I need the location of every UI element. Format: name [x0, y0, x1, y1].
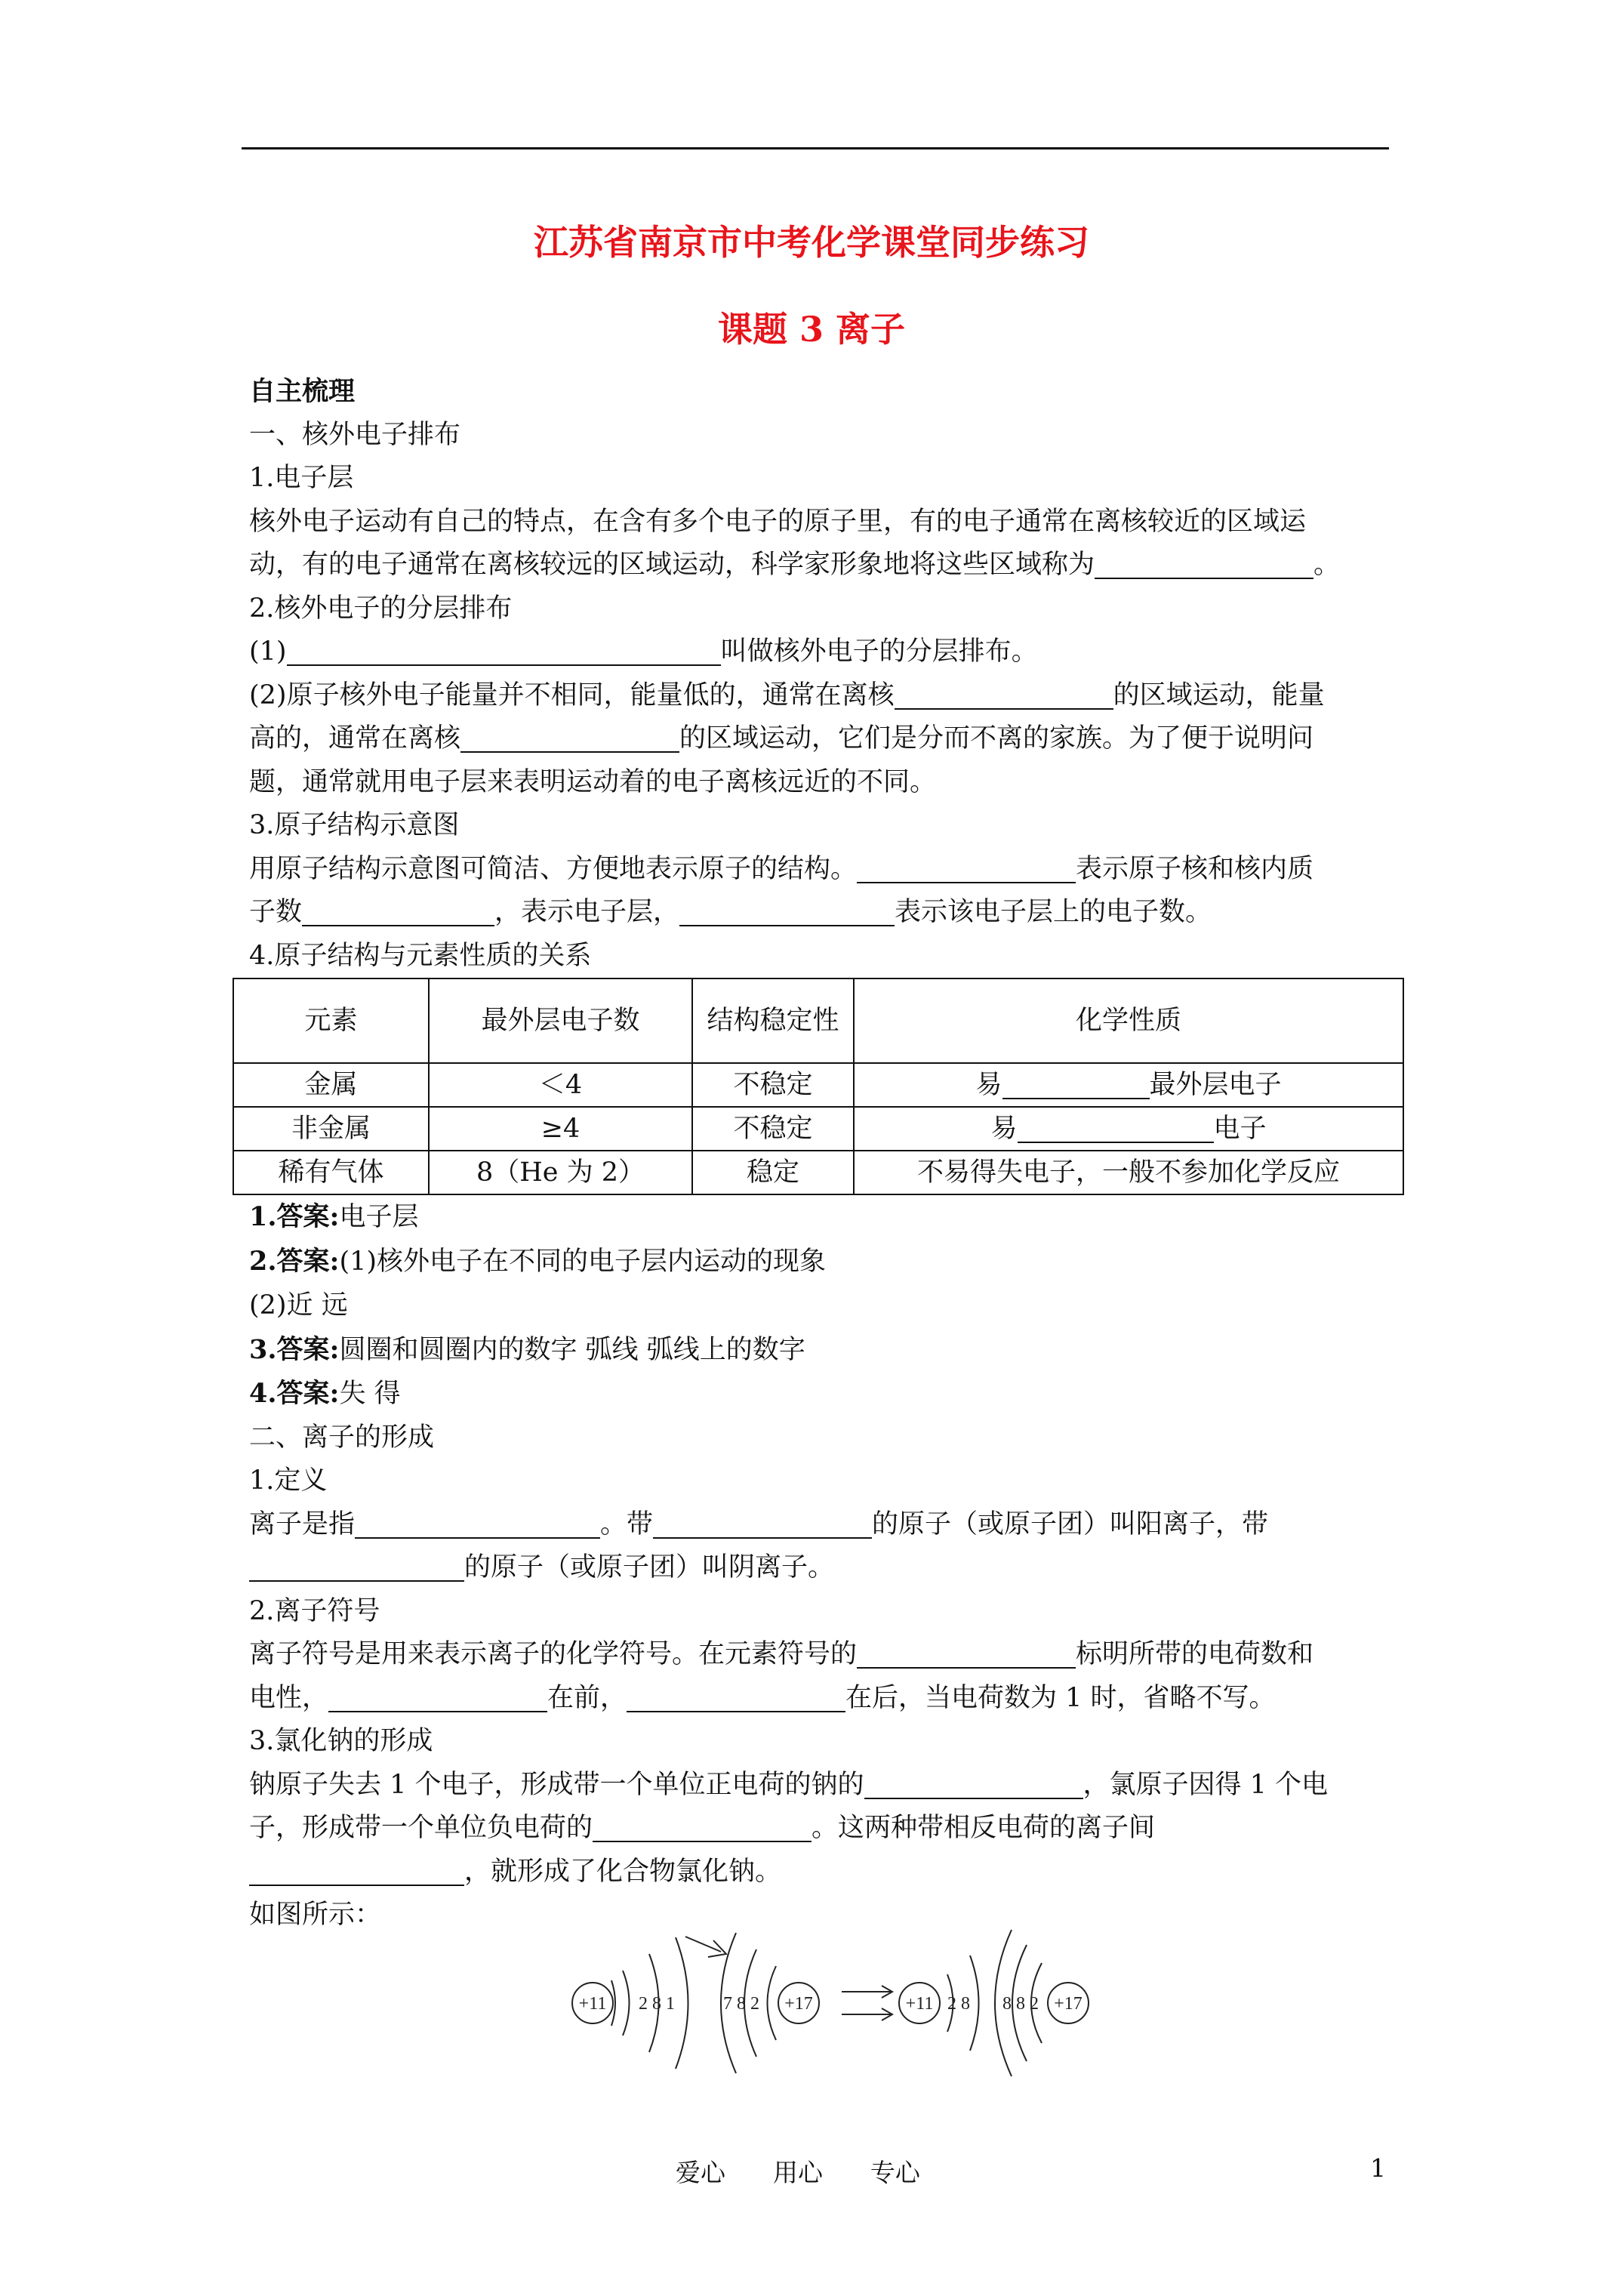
arrow-head: [708, 1940, 726, 1957]
symbol-title: 2.离子符号: [249, 1595, 380, 1626]
page-number: 1: [1370, 2153, 1386, 2183]
chlorine-shell-electrons: 7 8 2: [723, 1994, 759, 2014]
table-cell: 易 电子: [854, 1107, 1403, 1151]
electron-transfer-arrow: [685, 1937, 721, 1952]
answer-blank[interactable]: [287, 634, 721, 666]
section-heading: 自主梳理: [249, 376, 356, 407]
table-header-row: [233, 978, 1403, 1063]
table-row: [233, 1063, 1403, 1107]
paragraph: 离子是指 。带 的原子（或原子团）叫阳离子，带: [249, 1503, 1389, 1547]
paragraph: 核外电子运动有自己的特点，在含有多个电子的原子里，有的电子通常在离核较近的区域运: [249, 506, 1307, 537]
table-cell: 金属: [233, 1063, 429, 1107]
table-cell: ＜4: [429, 1063, 692, 1107]
table-row: [233, 1151, 1403, 1194]
paragraph: 离子符号是用来表示离子的化学符号。在元素符号的 标明所带的电荷数和: [249, 1633, 1389, 1677]
answer-blank[interactable]: [857, 852, 1076, 883]
answer-blank[interactable]: [1002, 1068, 1150, 1099]
table-cell: 不易得失电子，一般不参加化学反应: [854, 1151, 1403, 1194]
answer-blank[interactable]: [864, 1767, 1083, 1799]
nacl-formation-diagram: [559, 1910, 1102, 2167]
answer-blank[interactable]: [328, 1681, 547, 1712]
structure-properties-table: [233, 978, 1404, 1195]
answer-blank[interactable]: [679, 895, 895, 926]
sodium-shell-electrons: 2 8 1: [639, 1994, 675, 2014]
table-cell: 非金属: [233, 1107, 429, 1151]
s1-title: 1.电子层: [249, 463, 354, 493]
paragraph: 子，形成带一个单位负电荷的 。这两种带相反电荷的离子间: [249, 1807, 1389, 1851]
chloride-ion: [995, 1930, 1089, 2076]
table-cell: 易 最外层电子: [854, 1063, 1403, 1107]
footer-motto: 爱心 用心 专心: [676, 2158, 920, 2187]
chlorine-atom: [721, 1933, 819, 2073]
table-header-cell: 化学性质: [854, 978, 1403, 1063]
paragraph: 高的，通常在离核 的区域运动，它们是分而不离的家族。为了便于说明问: [249, 717, 1389, 761]
part1-heading: 一、核外电子排布: [249, 419, 461, 450]
answer-blank[interactable]: [302, 895, 494, 926]
document-subtitle: 课题 3 离子: [717, 309, 906, 350]
paragraph: 电性， 在前， 在后，当电荷数为 1 时，省略不写。: [249, 1677, 1389, 1721]
table-header-cell: 结构稳定性: [692, 978, 854, 1063]
sodium-atom: [572, 1937, 688, 2069]
table-cell: ≥4: [429, 1107, 692, 1151]
paragraph: 的原子（或原子团）叫阴离子。: [249, 1546, 1389, 1590]
header-rule: [242, 147, 1389, 149]
answer-line: (2)近 远: [249, 1290, 348, 1321]
answer-blank[interactable]: [460, 721, 679, 753]
paragraph: 动，有的电子通常在离核较远的区域运动，科学家形象地将这些区域称为 。: [249, 544, 1389, 587]
chlorine-nucleus-label: +17: [784, 1994, 813, 2014]
answer-blank[interactable]: [653, 1507, 872, 1539]
answer-line: 4.答案:失 得: [249, 1378, 401, 1409]
answer-blank[interactable]: [895, 678, 1113, 710]
figure-intro: 如图所示：: [249, 1900, 382, 1930]
sodium-ion-shell-electrons: 2 8: [947, 1994, 970, 2014]
sodium-ion: [899, 1955, 979, 2051]
s4-title: 4.原子结构与元素性质的关系: [249, 940, 592, 971]
answer-blank[interactable]: [857, 1637, 1076, 1669]
answer-blank[interactable]: [627, 1681, 845, 1712]
definition-title: 1.定义: [249, 1465, 328, 1496]
part2-heading: 二、离子的形成: [249, 1422, 435, 1453]
answer-blank[interactable]: [249, 1854, 464, 1886]
answer-line: 1.答案:电子层: [249, 1201, 419, 1232]
document-title: 江苏省南京市中考化学课堂同步练习: [534, 222, 1089, 263]
nacl-title: 3.氯化钠的形成: [249, 1726, 433, 1756]
table-cell: 稀有气体: [233, 1151, 429, 1194]
paragraph: (1) 叫做核外电子的分层排布。: [249, 630, 1389, 674]
answer-blank[interactable]: [1018, 1111, 1214, 1143]
answer-blank[interactable]: [249, 1550, 464, 1582]
sodium-ion-nucleus-label: +11: [905, 1994, 934, 2014]
table-header-cell: 元素: [233, 978, 429, 1063]
answer-line: 3.答案:圆圈和圆圈内的数字 弧线 弧线上的数字: [249, 1333, 805, 1365]
reaction-arrow: [842, 2008, 892, 2020]
chloride-ion-shell-electrons: 8 8 2: [1002, 1994, 1039, 2014]
answer-blank[interactable]: [1095, 547, 1313, 579]
table-cell: 不稳定: [692, 1107, 854, 1151]
chloride-ion-nucleus-label: +17: [1054, 1994, 1083, 2014]
paragraph: ，就形成了化合物氯化钠。: [249, 1851, 1389, 1894]
sodium-nucleus-label: +11: [578, 1994, 607, 2014]
s3-title: 3.原子结构示意图: [249, 810, 460, 840]
reaction-arrow: [842, 1986, 892, 1998]
table-cell: 不稳定: [692, 1063, 854, 1107]
paragraph: 用原子结构示意图可简洁、方便地表示原子的结构。 表示原子核和核内质: [249, 848, 1389, 892]
answer-blank[interactable]: [593, 1811, 812, 1842]
table-cell: 8（He 为 2）: [429, 1151, 692, 1194]
s2-title: 2.核外电子的分层排布: [249, 593, 513, 624]
table-cell: 稳定: [692, 1151, 854, 1194]
table-header-cell: 最外层电子数: [429, 978, 692, 1063]
answer-line: 2.答案:(1)核外电子在不同的电子层内运动的现象: [249, 1245, 827, 1277]
table-row: [233, 1107, 1403, 1151]
main-content: [249, 370, 1389, 1937]
answer-blank[interactable]: [355, 1507, 600, 1539]
paragraph: 题，通常就用电子层来表明运动着的电子离核远近的不同。: [249, 766, 937, 797]
paragraph: 子数 ，表示电子层， 表示该电子层上的电子数。: [249, 891, 1389, 935]
paragraph: 钠原子失去 1 个电子，形成带一个单位正电荷的钠的 ，氯原子因得 1 个电: [249, 1764, 1389, 1808]
paragraph: (2)原子核外电子能量并不相同，能量低的，通常在离核 的区域运动，能量: [249, 674, 1389, 718]
